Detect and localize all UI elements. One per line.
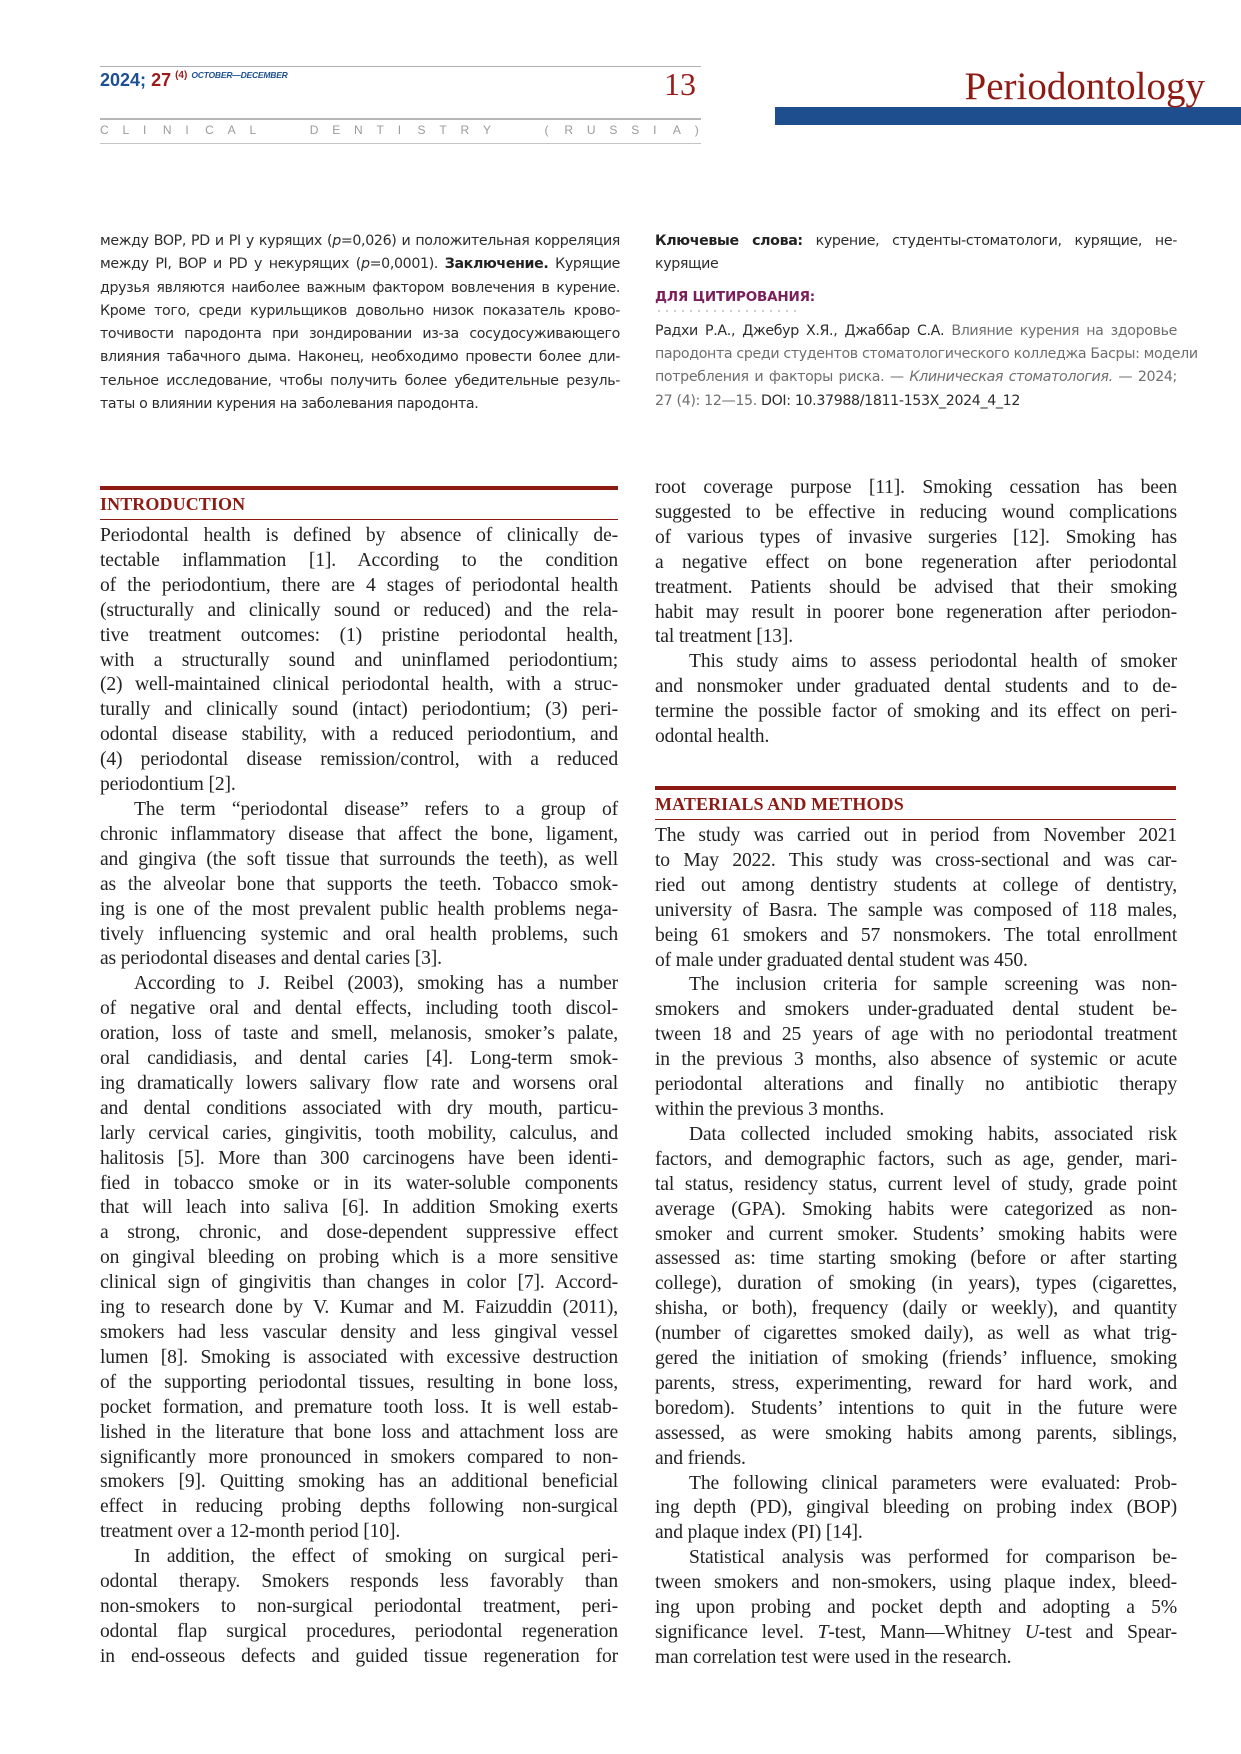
text-line: ing to research done by V. Kumar and M. Faizuddin (2011), — [100, 1297, 618, 1319]
paragraph — [100, 524, 618, 798]
issue-info — [100, 70, 288, 91]
paragraph — [655, 650, 1177, 750]
text-line: being 61 smokers and 57 nonsmokers. The total enrollment — [655, 924, 1177, 946]
text-line: periodontium [2]. — [100, 774, 236, 796]
text-line: ried out among dentistry students at college of dentistry, — [655, 874, 1177, 896]
text-line: gered the initiation of smoking (friends’ influence, smoking — [655, 1348, 1177, 1370]
abstract-line: влияния табачного дыма. Наконец, необходимо провести более дли- — [100, 349, 620, 366]
journal-name-letter: T — [376, 123, 384, 137]
text-line: The inclusion criteria for sample screening was non- — [689, 974, 1177, 996]
introduction-rule-bottom — [100, 519, 618, 520]
text-line: The study was carried out in period from November 2021 — [655, 825, 1177, 846]
text-line: oration, loss of taste and smell, melanosis, smoker’s palate, — [100, 1023, 618, 1045]
journal-name-letter: S — [609, 123, 618, 137]
journal-name-letter: ) — [694, 123, 699, 137]
issue-year: 2024; — [100, 70, 147, 90]
heading-materials-methods: MATERIALS AND METHODS — [655, 794, 904, 814]
journal-name-letter: I — [397, 123, 402, 137]
text-line: ing dramatically lowers salivary flow rate and worsens oral — [100, 1072, 618, 1094]
text-line: This study aims to assess periodontal health of smoker — [689, 651, 1177, 673]
text-line: that will leach into saliva [6]. In addition Smoking exerts — [100, 1197, 618, 1219]
abstract-line: таты о влиянии курения на заболевания пародонта. — [100, 396, 479, 413]
abstract-line: друзья являются наиболее важным фактором вовлечения в курение. — [100, 279, 620, 296]
paragraph — [100, 972, 618, 1545]
text-line: In addition, the effect of smoking on surgical peri- — [134, 1546, 618, 1568]
text-line: boredom). Students’ intentions to quit in the future were — [655, 1397, 1177, 1419]
issue-months: OCTOBER—DECEMBER — [191, 70, 288, 80]
text-line: treatment. Patients should be advised that their smoking — [655, 576, 1177, 598]
text-line: shisha, or both), frequency (daily or weekly), and quantity — [655, 1298, 1177, 1320]
paragraph — [655, 1472, 1177, 1547]
keywords-cont: курящие — [655, 256, 719, 273]
paragraph — [655, 824, 1177, 973]
paragraph — [655, 476, 1177, 650]
text-line: and friends. — [655, 1447, 746, 1469]
journal-name-letter: L — [249, 123, 257, 137]
header-mid-rule — [100, 118, 701, 120]
text-line: oral candidiasis, and dental caries [4]. Long-term smok- — [100, 1048, 618, 1070]
text-line: clinical sign of gingivitis than changes in color [7]. Accord- — [100, 1272, 618, 1294]
text-line: assessed as: time starting smoking (before or after starting — [655, 1248, 1177, 1270]
text-line: and plaque index (PI) [14]. — [655, 1522, 863, 1544]
text-line: of various types of invasive surgeries [12]. Smoking has — [655, 526, 1177, 548]
journal-name-letter — [270, 123, 276, 137]
text-line: smokers had less vascular density and less gingival vessel — [100, 1322, 618, 1343]
keywords: Ключевые слова: курение, студенты-стоматологи, курящие, не- — [655, 233, 1177, 249]
text-line: with a structurally sound and uninflamed periodontium; — [100, 649, 618, 671]
citation-doi[interactable]: DOI: 10.37988/1811-153X_2024_4_12 — [761, 392, 1020, 409]
text-line: (2) well-maintained clinical periodontal health, with a struc- — [100, 674, 618, 696]
methods-text — [655, 824, 1177, 1671]
text-line: tween 18 and 25 years of age with no periodontal treatment — [655, 1024, 1177, 1046]
methods-rule-top — [655, 786, 1176, 790]
text-line: Periodontal health is defined by absence of clinically de- — [100, 525, 618, 546]
text-line: in the previous 3 months, also absence of systemic or acute — [655, 1049, 1177, 1071]
text-line: a strong, chronic, and dose-dependent suppressive effect — [100, 1222, 618, 1244]
abstract-line: между PI, BOP и PD у некурящих (p=0,0001). Заключение. Курящие — [100, 256, 620, 273]
text-line: Data collected included smoking habits, associated risk — [689, 1123, 1177, 1145]
journal-name-letter — [290, 123, 296, 137]
text-line: ing depth (PD), gingival bleeding on probing index (BOP) — [655, 1497, 1177, 1519]
journal-name-letter: N — [354, 123, 363, 137]
journal-name-letter: R — [460, 123, 470, 137]
text-line: tal treatment [13]. — [655, 626, 794, 648]
abstract-ru-continued — [100, 230, 620, 416]
paragraph — [655, 973, 1177, 1122]
text-line: odontal disease stability, with a reduced periodontium, and — [100, 724, 618, 746]
issue-volume: 27 — [151, 70, 172, 90]
text-line: of negative oral and dental effects, including tooth discol- — [100, 998, 618, 1020]
journal-name — [100, 123, 701, 137]
text-line: larly cervical caries, gingivitis, tooth mobility, calculus, and — [100, 1122, 618, 1144]
text-line: smokers [9]. Quitting smoking has an additional beneficial — [100, 1471, 618, 1493]
paragraph — [100, 798, 618, 972]
text-line: factors, and demographic factors, such as age, gender, mari- — [655, 1148, 1177, 1170]
citation-label: ДЛЯ ЦИТИРОВАНИЯ: — [655, 288, 815, 305]
journal-name-letter: I — [653, 123, 657, 137]
section-color-bar — [775, 107, 1241, 125]
text-line: tal status, residency status, current level of study, grade point — [655, 1173, 1177, 1195]
text-line: odontal therapy. Smokers responds less favorably than — [100, 1571, 618, 1593]
text-line: Statistical analysis was performed for comparison be- — [689, 1547, 1177, 1569]
text-line: college), duration of smoking (in years), types (cigarettes, — [655, 1273, 1177, 1295]
text-line: to May 2022. This study was cross-sectional and was car- — [655, 849, 1177, 871]
text-line: significance level. T-test, Mann—Whitney U-test and Spear- — [655, 1622, 1177, 1643]
journal-name-letter: E — [332, 123, 341, 137]
heading-introduction: INTRODUCTION — [100, 494, 246, 514]
journal-name-letter — [525, 123, 531, 137]
text-line: on gingival bleeding on probing which is a more sensitive — [100, 1247, 618, 1269]
introduction-rule-top — [100, 486, 618, 490]
text-line: odontal flap surgical procedures, periodontal regeneration — [100, 1620, 618, 1642]
methods-rule-bottom — [655, 819, 1176, 820]
journal-name-letter: S — [631, 123, 640, 137]
text-line: periodontal alterations and finally no antibiotic therapy — [655, 1074, 1177, 1096]
text-line: termine the possible factor of smoking and its effect on peri- — [655, 701, 1177, 723]
text-line: parents, stress, experimenting, reward for hard work, and — [655, 1372, 1177, 1394]
text-line: fied in tobacco smoke or in its water-soluble components — [100, 1172, 618, 1194]
text-line: According to J. Reibel (2003), smoking has a number — [134, 973, 618, 995]
journal-name-letter: N — [162, 123, 172, 137]
text-line: a negative effect on bone regeneration after periodontal — [655, 551, 1177, 573]
text-line: (4) periodontal disease remission/control, with a reduced — [100, 749, 618, 771]
text-line: lumen [8]. Smoking is associated with excessive destruction — [100, 1346, 618, 1368]
text-line: as periodontal diseases and dental caries [3]. — [100, 948, 442, 970]
journal-name-letter: U — [586, 123, 596, 137]
paragraph — [655, 1123, 1177, 1472]
abstract-line: Кроме того, среди курильщиков довольно низок показатель крово- — [100, 302, 620, 319]
text-line: tween smokers and non-smokers, using plaque index, bleed- — [655, 1572, 1177, 1594]
text-line: of male under graduated dental student was 450. — [655, 949, 1028, 971]
text-line: effect in reducing probing depths following non-surgical — [100, 1496, 618, 1518]
text-line: tectable inflammation [1]. According to the condition — [100, 549, 618, 571]
journal-name-letter: A — [672, 123, 681, 137]
text-line: chronic inflammatory disease that affect the bone, ligament, — [100, 823, 618, 845]
text-line: significantly more pronounced in smokers compared to non- — [100, 1446, 618, 1468]
text-line: assessed, as were smoking habits among parents, siblings, — [655, 1422, 1177, 1444]
text-line: average (GPA). Smoking habits were categorized as non- — [655, 1198, 1177, 1220]
text-line: lished in the literature that bone loss and attachment loss are — [100, 1421, 618, 1443]
text-line: tively influencing systemic and oral health problems, such — [100, 923, 618, 945]
citation-journal: Клиническая стоматология. — [909, 369, 1113, 386]
section-title: Periodontology — [964, 65, 1205, 108]
abstract-line: тельное исследование, чтобы получить более убедительные резуль- — [100, 372, 620, 389]
text-line: ing upon probing and pocket depth and adopting a 5% — [655, 1597, 1177, 1619]
text-line: man correlation test were used in the research. — [655, 1646, 1012, 1668]
text-line: The term “periodontal disease” refers to a group of — [134, 798, 618, 820]
keywords-and-citation — [655, 230, 1198, 413]
text-line: root coverage purpose [11]. Smoking cessation has been — [655, 477, 1177, 498]
journal-name-letter: T — [439, 123, 447, 137]
journal-name-letter: ( — [544, 123, 549, 137]
text-line: within the previous 3 months. — [655, 1098, 885, 1120]
text-line: turally and clinically sound (intact) periodontium; (3) peri- — [100, 699, 618, 721]
journal-name-letter: I — [143, 123, 147, 137]
text-line: The following clinical parameters were evaluated: Prob- — [689, 1472, 1177, 1494]
journal-name-letter: C — [205, 123, 214, 137]
keywords-label: Ключевые слова: — [655, 233, 803, 249]
journal-name-letter: D — [309, 123, 319, 137]
introduction-right-column — [655, 476, 1177, 750]
journal-name-letter: L — [122, 123, 130, 137]
text-line: university of Basra. The sample was composed of 118 males, — [655, 899, 1177, 921]
text-line: as the alveolar bone that supports the teeth. Tobacco smok- — [100, 873, 618, 895]
journal-name-letter — [505, 123, 511, 137]
text-line: of the periodontium, there are 4 stages of periodontal health — [100, 574, 618, 596]
text-line: pocket formation, and premature tooth loss. It is well estab- — [100, 1396, 618, 1418]
text-line: in end-osseous defects and guided tissue regeneration for — [100, 1645, 618, 1667]
journal-name-letter: S — [417, 123, 426, 137]
text-line: and nonsmoker under graduated dental students and to de- — [655, 676, 1177, 698]
text-line: odontal health. — [655, 726, 770, 748]
journal-name-letter: R — [564, 123, 574, 137]
text-line: and gingiva (the soft tissue that surrounds the teeth), as well — [100, 848, 618, 870]
paragraph — [100, 1545, 618, 1670]
page-number: 13 — [664, 66, 696, 102]
introduction-left-column — [100, 524, 618, 1670]
paragraph — [655, 1546, 1177, 1671]
text-line: and dental conditions associated with dry mouth, particu- — [100, 1097, 618, 1119]
text-line: tive treatment outcomes: (1) pristine periodontal health, — [100, 624, 618, 646]
citation-authors: Радхи Р.А., Джебур Х.Я., Джаббар С.А. — [655, 322, 945, 339]
text-line: of the supporting periodontal tissues, resulting in bone loss, — [100, 1371, 618, 1393]
journal-name-letter: A — [227, 123, 236, 137]
text-line: treatment over a 12-month period [10]. — [100, 1521, 401, 1543]
abstract-line: между BOP, PD и PI у курящих (p=0,026) и положительная корреляция — [100, 233, 620, 249]
header-bottom-rule — [100, 143, 701, 144]
text-line: smokers and smokers under-graduated dental student be- — [655, 999, 1177, 1021]
text-line: habit may result in poorer bone regeneration after periodon- — [655, 601, 1177, 623]
abstract-line: точивости пародонта при зондировании из-за сосудосуживающего — [100, 326, 620, 343]
text-line: halitosis [5]. More than 300 carcinogens have been identi- — [100, 1147, 618, 1169]
journal-name-letter: Y — [483, 123, 492, 137]
text-line: (structurally and clinically sound or reduced) and the rela- — [100, 599, 618, 621]
text-line: ing is one of the most prevalent public health problems nega- — [100, 898, 618, 920]
journal-name-letter: I — [185, 123, 189, 137]
citation-text: Радхи Р.А., Джебур Х.Я., Джаббар С.А. Влияние курения на здоровье пародонта среди студентов стоматологического колледжа Басры: модели потребления и факторы риска. — Клиническая стоматология. — 2024; 27 (4): 12—15. DOI: 10.37988/1811-153X_2024_4_12 — [655, 322, 1198, 409]
text-line: smoker and current smoker. Students’ smoking habits were — [655, 1223, 1177, 1245]
text-line: suggested to be effective in reducing wound complications — [655, 501, 1177, 523]
header-top-rule — [100, 66, 701, 67]
conclusion-label: Заключение. — [444, 256, 549, 273]
text-line: non-smokers to non-surgical periodontal treatment, peri- — [100, 1595, 618, 1617]
citation-dotted-rule — [655, 310, 800, 312]
journal-name-letter: C — [100, 123, 109, 137]
text-line: (number of cigarettes smoked daily), as well as what trig- — [655, 1323, 1177, 1345]
issue-number: (4) — [175, 70, 188, 81]
